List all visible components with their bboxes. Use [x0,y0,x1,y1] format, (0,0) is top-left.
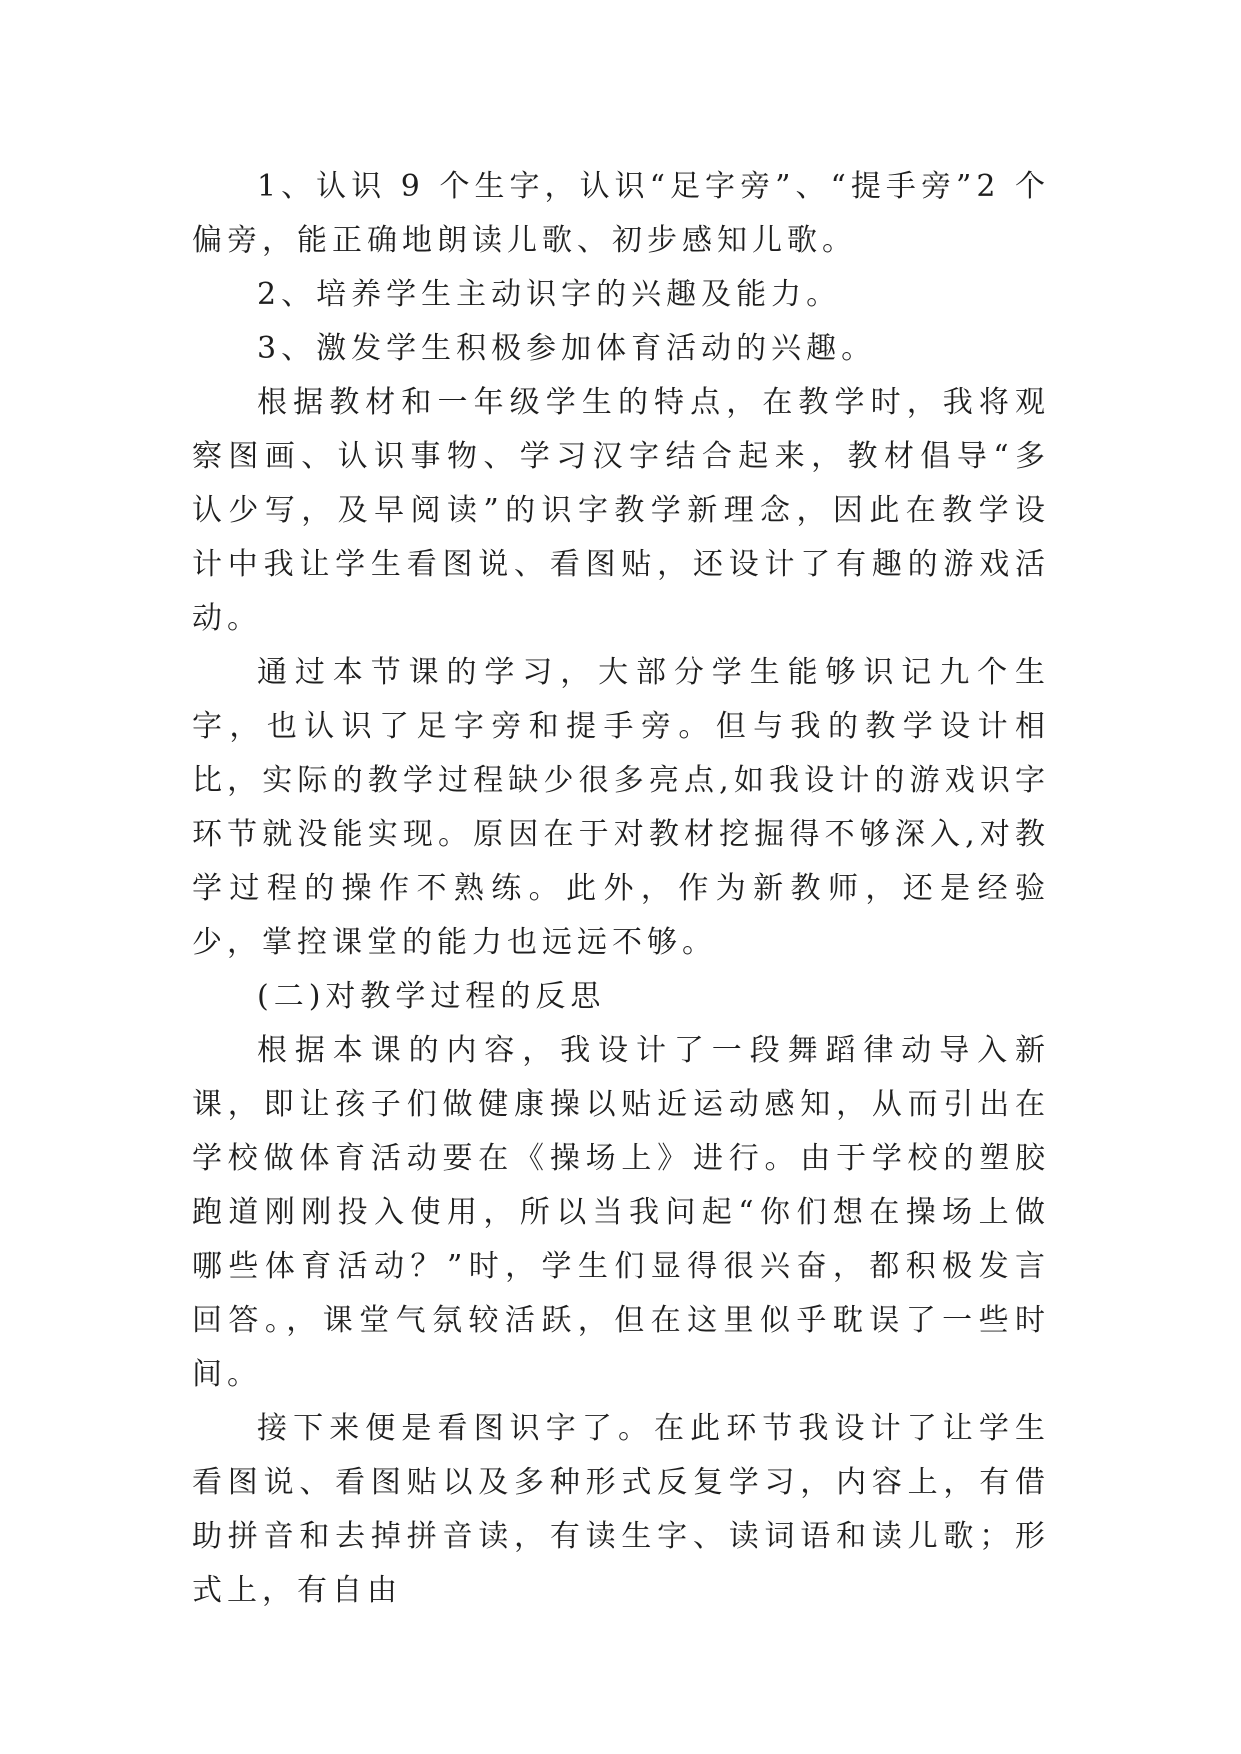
paragraph-lesson-outcome: 通过本节课的学习，大部分学生能够识记九个生字，也认识了足字旁和提手旁。但与我的教学设计相比，实际的教学过程缺少很多亮点,如我设计的游戏识字环节就没能实现。原因在于对教材挖掘得不够深入,对教学过程的操作不熟练。此外，作为新教师，还是经验少，掌控课堂的能力也远远不够。 [192,655,1050,960]
paragraph-goal-3: 3、激发学生积极参加体育活动的兴趣。 [257,331,877,366]
paragraph-teaching-approach: 根据教材和一年级学生的特点，在教学时，我将观察图画、认识事物、学习汉字结合起来，教材倡导“多认少写，及早阅读”的识字教学新理念，因此在教学设计中我让学生看图说、看图贴，还设计了有趣的游戏活动。 [192,385,1050,636]
paragraph-goal-2: 2、培养学生主动识字的兴趣及能力。 [257,277,842,312]
document-body [192,160,1050,1618]
paragraph-goal-1: 1、认识 9 个生字，认识“足字旁”、“提手旁”2 个偏旁，能正确地朗读儿歌、初步感知儿歌。 [192,169,1050,258]
paragraph-lesson-intro: 根据本课的内容，我设计了一段舞蹈律动导入新课，即让孩子们做健康操以贴近运动感知，从而引出在学校做体育活动要在《操场上》进行。由于学校的塑胶跑道刚刚投入使用，所以当我问起“你们想在操场上做哪些体育活动？”时，学生们显得很兴奋，都积极发言回答。，课堂气氛较活跃，但在这里似乎耽误了一些时间。 [192,1033,1050,1392]
section-heading: (二)对教学过程的反思 [257,979,606,1014]
paragraph-picture-literacy: 接下来便是看图识字了。在此环节我设计了让学生看图说、看图贴以及多种形式反复学习，内容上，有借助拼音和去掉拼音读，有读生字、读词语和读儿歌；形式上，有自由 [192,1411,1050,1608]
